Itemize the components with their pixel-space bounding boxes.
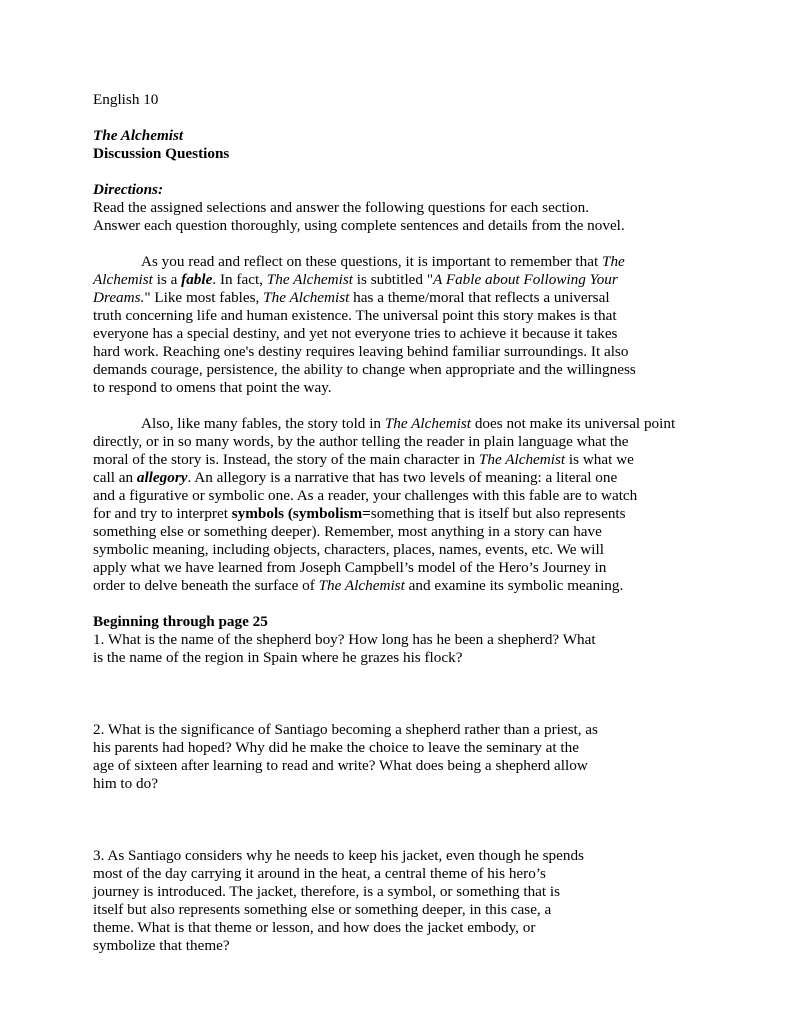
paragraph-line: and a figurative or symbolic one. As a reader, your challenges with this fable are to watch <box>93 487 638 504</box>
paragraph-line: something else or something deeper). Remember, most anything in a story can have <box>93 523 602 540</box>
question-line: itself but also represents something else or something deeper, in this case, a <box>93 901 552 918</box>
question-line: most of the day carrying it around in the heat, a central theme of his hero’s <box>93 865 546 882</box>
paragraph-line: everyone has a special destiny, and yet not everyone tries to achieve it because it takes <box>93 325 618 342</box>
document-page <box>93 91 733 955</box>
question-line: symbolize that theme? <box>93 937 230 954</box>
intro-paragraph-allegory <box>93 415 733 595</box>
paragraph-line: symbolic meaning, including objects, characters, places, names, events, etc. We will <box>93 541 604 558</box>
paragraph-line: demands courage, persistence, the ability to change when appropriate and the willingness <box>93 361 636 378</box>
question-3 <box>93 847 733 955</box>
question-line: is the name of the region in Spain where he grazes his flock? <box>93 649 463 666</box>
paragraph-line: order to delve beneath the surface of The Alchemist and examine its symbolic meaning. <box>93 577 624 594</box>
question-line: theme. What is that theme or lesson, and how does the jacket embody, or <box>93 919 536 936</box>
question-2 <box>93 721 733 793</box>
directions-label: Directions: <box>93 181 164 198</box>
question-line: 3. As Santiago considers why he needs to keep his jacket, even though he spends <box>93 847 584 864</box>
paragraph-line: for and try to interpret symbols (symbolism=something that is itself but also represents <box>93 505 626 522</box>
intro-paragraph-fable <box>93 253 733 397</box>
paragraph-line: As you read and reflect on these questions, it is important to remember that The <box>141 253 625 270</box>
paragraph-line: call an allegory. An allegory is a narrative that has two levels of meaning: a literal one <box>93 469 618 486</box>
question-line: age of sixteen after learning to read and write? What does being a shepherd allow <box>93 757 588 774</box>
paragraph-line: Alchemist is a fable. In fact, The Alchemist is subtitled "A Fable about Following Your <box>93 271 618 288</box>
question-line: journey is introduced. The jacket, therefore, is a symbol, or something that is <box>93 883 561 900</box>
question-line: his parents had hoped? Why did he make the choice to leave the seminary at the <box>93 739 579 756</box>
paragraph-line: hard work. Reaching one's destiny requires leaving behind familiar surroundings. It also <box>93 343 629 360</box>
section-heading: Beginning through page 25 <box>93 613 268 630</box>
question-1 <box>93 631 733 667</box>
paragraph-line: Dreams." Like most fables, The Alchemist has a theme/moral that reflects a universal <box>93 289 610 306</box>
paragraph-line: Also, like many fables, the story told in The Alchemist does not make its universal point <box>141 415 676 432</box>
paragraph-line: truth concerning life and human existence. The universal point this story makes is that <box>93 307 617 324</box>
paragraph-line: directly, or in so many words, by the author telling the reader in plain language what the <box>93 433 629 450</box>
directions-line: Read the assigned selections and answer the following questions for each section. <box>93 199 589 216</box>
question-line: him to do? <box>93 775 158 792</box>
paragraph-line: to respond to omens that point the way. <box>93 379 332 396</box>
paragraph-line: apply what we have learned from Joseph Campbell’s model of the Hero’s Journey in <box>93 559 607 576</box>
paragraph-line: moral of the story is. Instead, the story of the main character in The Alchemist is what we <box>93 451 634 468</box>
book-title: The Alchemist <box>93 127 184 144</box>
directions-block <box>93 181 733 235</box>
question-line: 1. What is the name of the shepherd boy? How long has he been a shepherd? What <box>93 631 596 648</box>
question-line: 2. What is the significance of Santiago becoming a shepherd rather than a priest, as <box>93 721 598 738</box>
course-label: English 10 <box>93 91 159 108</box>
document-title: Discussion Questions <box>93 145 230 162</box>
directions-line: Answer each question thoroughly, using complete sentences and details from the novel. <box>93 217 625 234</box>
